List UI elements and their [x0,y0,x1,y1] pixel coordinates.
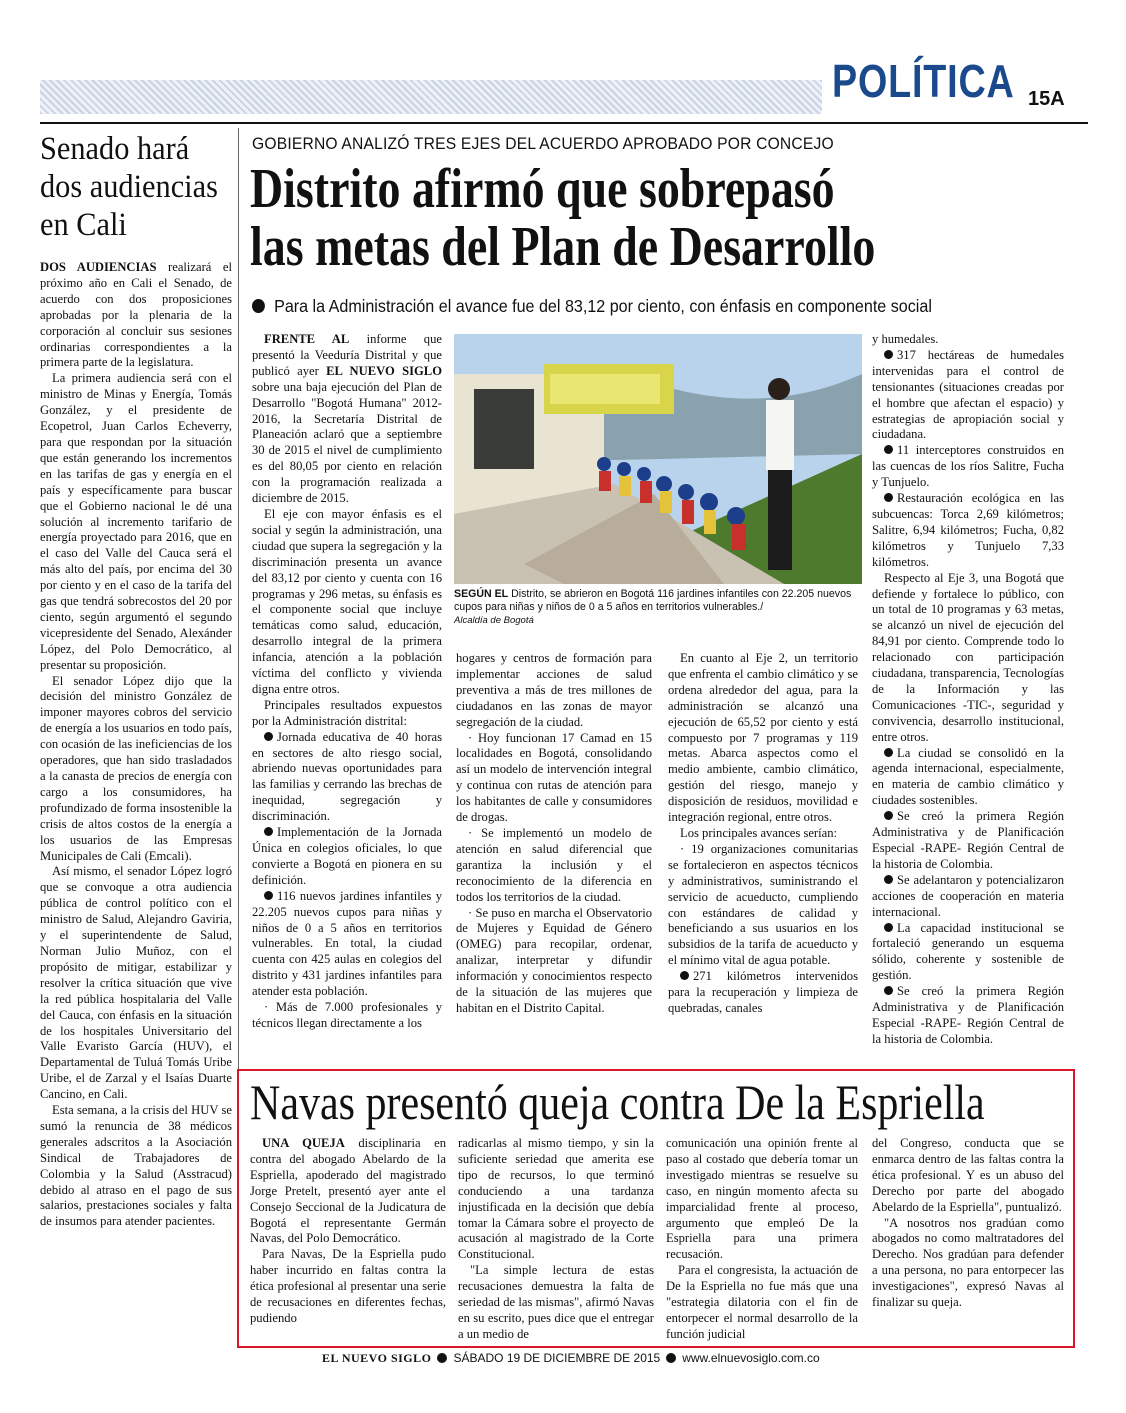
bullet-icon [264,891,273,900]
main-subhead [252,296,932,317]
page-number: 15A [1028,88,1065,110]
main-headline-line: Distrito afirmó que sobrepasó [250,158,835,220]
main-paragraph: En cuanto al Eje 2, un territorio que enfrenta el cambio climático y se ordena alrededor del agua, para la administración se alcanzó una ejecución de 65,52 por ciento y está compuesto por 7 programas y 119 metas. Abarca aspectos como el medio ambiente, cambio climático, gestión del riesgo, manejo y disposición de residuos, movilidad e integración regional, entre otros. [668,651,858,825]
boxed-column-4 [872,1136,1064,1311]
bullet-item: Hoy funcionan 17 Camad en 15 localidades en Bogotá, consolidando así un modelo de intervención integral y continua con rutas de atención para los habitantes de calle y consumidores de drogas. [456,730,652,825]
boxed-paragraph: Para Navas, De la Espriella pudo haber incurrido en faltas contra la ética profesional al presentar una serie de recusaciones en diferentes fechas, pudiendo [250,1247,446,1325]
children-photo-image [454,334,862,584]
bullet-icon [666,1353,676,1363]
sidebar-paragraph: Así mismo, el senador López logró que se convoque a otra audiencia pública de control político con el ministro de Salud, Alejandro Gaviria, y el superintendente de Salud, Norman Julio Muñoz, con el propósito de mitigar, estabilizar y resolver la crítica situación que vive la red pública hospitalaria del Valle del Cauca, con énfasis en la situación de los hospitales Universitario del Valle Evaristo García (HUV), el Departamental de Tuluá Tomás Uribe Uribe, el de Zarzal y el Isaías Duarte Cancino, en Cali. [40,864,232,1102]
boxed-paragraph: radicarlas al mismo tiempo, y sin la suficiente seriedad que amerita ese tipo de recursos, lo que terminó conduciendo a una tardanza injustificada en la decisión que debía tomar la Cámara sobre el proyecto de acusación al magistrado de la Corte Constitucional. [458,1136,654,1262]
kindergarten-photo [454,334,862,584]
bullet-item: Se creó la primera Región Administrativa y de Planificación Especial -RAPE- Región Central de la historia de Colombia. [872,809,1064,871]
header-pattern-band [40,80,822,114]
bullet-icon [264,732,273,741]
section-title: POLÍTICA [832,55,1015,107]
main-paragraph: hogares y centros de formación para implementar acciones de salud preventiva a más de tres millones de ciudadanos en las zonas de mayor segregación de la ciudad. [456,651,652,729]
bullet-icon [680,971,689,980]
sidebar-article [40,130,232,1230]
bullet-icon [884,350,893,359]
bullet-icon [884,445,893,454]
newspaper-name: EL NUEVO SIGLO [326,363,442,378]
boxed-column-3 [666,1136,858,1343]
photo-credit: Alcaldía de Bogotá [454,615,534,626]
bullet-icon [437,1353,447,1363]
boxed-paragraph: comunicación una opinión frente al paso al costado que debería tomar un investigado mientras se resuelve su caso, en ningún momento afecta su imparcialidad frente al proceso, argumento que empleó De la Espriella para una primera recusación. [666,1136,858,1262]
bullet-item: Se puso en marcha el Observatorio de Mujeres y Equidad de Género (OMEG) para recopilar, ordenar, analizar, interpretar y difundir información y conocimientos respecto de la situación de las mujeres que habitan en el Distrito Capital. [456,905,652,1015]
sidebar-paragraph: Esta semana, a la crisis del HUV se sumó la renuncia de 38 médicos generales adscritos a la Asociación Sindical de Trabajadores de Colombia y la Salud (Asstracud) debido al atraso en el pago de sus salarios, prestaciones sociales y falta de insumos para atender pacientes. [40,1103,232,1229]
main-lead: FRENTE AL [264,332,350,346]
bullet-icon [884,811,893,820]
main-paragraph: Principales resultados expuestos por la Administración distrital: [252,697,442,728]
main-paragraph: El eje con mayor énfasis es el social y según la administración, una ciudad que supera la segregación y la discriminación presenta un avance del 83,12 por ciento y cuenta con 16 programas y 296 metas, su énfasis es el componente social que incluye temáticas como salud, educación, desarrollo integral de la primera infancia, atención a la población víctima del conflicto y vivienda digna entre otros. [252,506,442,696]
bullet-item: Se creó la primera Región Administrativa y de Planificación Especial -RAPE- Región Central de la historia de Colombia. [872,984,1064,1046]
main-column-4 [872,332,1064,1048]
caption-lead: SEGÚN EL [454,588,509,600]
page-footer [322,1351,820,1366]
sidebar-paragraph: La primera audiencia será con el ministro de Minas y Energía, Tomás González, y el presidente de Ecopetrol, Juan Carlos Echeverry, para que respondan por la situación que están generando los incrementos en las tarifas de gas y energía en el país y específicamente para buscar que el Gobierno nacional le dé una solución al incremento tarifario de energía proyectado para 2016, que en el caso del Valle del Cauca será el más alto del país, por encima del 30 por ciento y en el caso de la tarifa del gas que tendrá sobrecostos del 20 por ciento, según argumentó el segundo vicepresidente del Senado, Alexánder López, del Polo Democrático, al presentar su proposición. [40,371,232,672]
boxed-paragraph: "A nosotros nos gradúan como abogados no como maltratadores del Derecho. Nos gradúan para defender a una persona, no para entorpecer las investigaciones", expresó Navas al finalizar su queja. [872,1215,1064,1310]
sidebar-paragraph: El senador López dijo que la decisión del ministro González de imponer mayores cobros del servicio de energía a los usuarios en todo país, con ocasión de las ineficiencias de los operadores, que han sido trasladados a la canasta de precios de energía con cargo a los consumidores, ha profundizado de forma insostenible la crisis de altos costos de la energía a los usuarios de las Empresas Municipales de Cali (Emcali). [40,673,232,863]
bullet-icon [884,923,893,932]
newspaper-logo: EL NUEVO SIGLO [322,1351,432,1365]
bullet-item: 116 nuevos jardines infantiles y 22.205 nuevos cupos para niñas y niños de 0 a 5 años en territorios vulnerables. En total, la ciudad cuenta con 425 aulas en colegios del distrito y 431 jardines infantiles para atender esta población. [252,888,442,999]
bullet-icon [884,493,893,502]
bullet-item: Se adelantaron y potencializaron acciones de cooperación en materia internacional. [872,872,1064,919]
main-subhead-text: Para la Administración el avance fue del 83,12 por ciento, con énfasis en componente social [274,296,932,316]
boxed-column-2 [458,1136,654,1343]
bullet-item: 271 kilómetros intervenidos para la recuperación y limpieza de quebradas, canales [668,969,858,1015]
sidebar-paragraph: realizará el próximo año en Cali el Senado, de acuerdo con dos proposiciones aprobadas por la plenaria de la corporación al concluir sus sesiones ordinarias correspondientes a la primera parte de la legislatura. [40,260,232,370]
bullet-item: La ciudad se consolidó en la agenda internacional, especialmente, en materia de cambio climático y ciudades sostenibles. [872,745,1064,808]
main-column-3: En cuanto al Eje 2, un territorio que enfrenta el cambio climático y se ordena alrededor del agua, para la administración se alcanzó una ejecución de 65,52 por ciento y está compuesto por 7 programas y 119 metas. Abarca aspectos como el medio ambiente, cambio climático, gestión del riesgo, manejo y disposición de residuos, movilidad e integración regional, entre otros. Los principales avances serían: · 19 organizaciones comunitarias se fortalecieron en aspectos técnicos y administrativos, suministrando el servicio de acueducto, cumpliendo con estándares de calidad y beneficiando a sus usuarios en los subsidios de la tarifa de acueducto y el mínimo vital de agua potable. 271 kilómetros intervenidos para la recuperación y limpieza de quebradas, canales [668,651,858,1015]
boxed-lead: UNA QUEJA [262,1136,345,1150]
main-kicker: GOBIERNO ANALIZÓ TRES EJES DEL ACUERDO APROBADO POR CONCEJO [252,134,834,153]
photo-caption [454,588,862,627]
main-column-1: FRENTE AL informe que presentó la Veeduría Distrital y que publicó ayer EL NUEVO SIGLO sobre una baja ejecución del Plan de Desarrollo "Bogotá Humana" 2012-2016, la Secretaría Distrital de Planeación aclaró que a septiembre 30 de 2015 el nivel de cumplimiento es del 80,05 por ciento en relación con la programación realizada a diciembre de 2015. El eje con mayor énfasis es el social y según la administración, una ciudad que supera la segregación y la discriminación presenta un avance del 83,12 por ciento y cuenta con 16 programas y 296 metas, su énfasis es el componente social que incluye temáticas como salud, educación, desarrollo integral de la primera infancia, atención a la población víctima del conflicto y vivienda digna entre otros. Principales resultados expuestos por la Administración distrital: Jornada educativa de 40 horas en sectores de alto riesgo social, abriendo nuevas oportunidades para las familias y cerrando las brechas de inequidad, segregación y discriminación. Implementación de la Jornada Única en colegios oficiales, lo que convierte a Bogotá en pionera en su definición. 116 nuevos jardines infantiles y 22.205 nuevos cupos para niñas y niños de 0 a 5 años en territorios vulnerables. En total, la ciudad cuenta con 425 aulas en colegios del distrito y 431 jardines infantiles para atender esta población. · Más de 7.000 profesionales y técnicos llegan directamente a los [252,332,442,1030]
main-headline-line: las metas del Plan de Desarrollo [250,216,876,278]
footer-date: SÁBADO 19 DE DICIEMBRE DE 2015 [453,1351,661,1365]
boxed-paragraph: disciplinaria en contra del abogado Abelardo de la Espriella, apoderado del magistrado Jorge Pretelt, presentó ayer ante el Consejo Seccional de la Judicatura de Bogotá el representante Germán Navas, del Polo Democrático. [250,1136,447,1246]
bullet-icon [264,827,273,836]
main-paragraph: Respecto al Eje 3, una Bogotá que defiende y fortalece lo público, con un total de 10 programas y 63 metas, se alcanzó un nivel de ejecución del 84,91 por ciento. Comprende todo lo relacionado con participación ciudadana, transparencia, Tecnologías de la Información y las Comunicaciones -TIC-, seguridad y convivencia, desarrollo institucional, entre otros. [872,570,1064,744]
bullet-item: Jornada educativa de 40 horas en sectores de alto riesgo social, abriendo nuevas oportunidades para las familias y cerrando las brechas de inequidad, segregación y discriminación. [252,729,442,824]
sidebar-lead: DOS AUDIENCIAS [40,260,157,274]
bullet-item: 11 interceptores construidos en las cuencas de los ríos Salitre, Fucha y Tunjuelo. [872,443,1064,490]
bullet-item: Más de 7.000 profesionales y técnicos llegan directamente a los [252,1000,442,1030]
bullet-icon [884,748,893,757]
bullet-item: 317 hectáreas de humedales intervenidas para el control de tensionantes (situaciones creadas por el hombre que afectan el espacio) y estrategias de apropiación social y ciudadana. [872,347,1064,442]
bullet-item: Restauración ecológica en las subcuencas: Torca 2,69 kilómetros; Salitre, 6,94 kilómetros; Fucha, 0,82 kilómetros y Tunjuelo 7,33 kilómetros. [872,491,1064,569]
boxed-paragraph: del Congreso, conducta que se enmarca dentro de las faltas contra la ética profesional. Y es un abuso del Derecho por parte del abogado Abelardo de la Espriella", puntualizó. [872,1136,1064,1214]
bullet-item: La capacidad institucional se fortaleció generando un esquema sólido, coherente y sostenible de gestión. [872,920,1064,983]
boxed-headline: Navas presentó queja contra De la Espriella [250,1074,985,1130]
boxed-column-1 [250,1136,446,1327]
sidebar-body [40,260,232,1230]
footer-url[interactable]: www.elnuevosiglo.com.co [682,1351,820,1365]
main-paragraph: y humedales. [872,332,939,346]
bullet-item: Se implementó un modelo de atención en salud diferencial que garantiza la inclusión y el reconocimiento de la diferencia en todos los territorios de la ciudad. [456,825,652,904]
main-paragraph: Los principales avances serían: [680,825,838,840]
bullet-icon [884,986,893,995]
boxed-paragraph: "La simple lectura de estas recusaciones demuestra la falta de seriedad de las mismas", afirmó Navas en su escrito, pues dice que el entregar a un medio de [458,1263,654,1341]
bullet-icon [252,299,265,313]
main-paragraph: informe que presentó la Veeduría Distrital y que publicó ayer [252,332,442,378]
header-rule [40,122,1088,124]
main-headline [250,160,875,276]
bullet-icon [884,875,893,884]
main-column-2: hogares y centros de formación para implementar acciones de salud preventiva a más de tres millones de ciudadanos en las zonas de mayor segregación de la ciudad. · Hoy funcionan 17 Camad en 15 localidades en Bogotá, consolidando así un modelo de intervención integral y continua con rutas de atención para los habitantes de calle y consumidores de drogas. · Se implementó un modelo de atención en salud diferencial que garantiza la inclusión y el reconocimiento de la diferencia en todos los territorios de la ciudad. · Se puso en marcha el Observatorio de Mujeres y Equidad de Género (OMEG) para recopilar, ordenar, analizar, interpretar y difundir información y conocimientos respecto de la situación de las mujeres que habitan en el Distrito Capital. [456,651,652,1015]
main-paragraph: sobre una baja ejecución del Plan de Desarrollo "Bogotá Humana" 2012-2016, la Secretaría Distrital de Planeación aclaró que a septiembre 30 de 2015 el nivel de cumplimiento es del 80,05 por ciento en relación con la programación realizada a diciembre de 2015. [252,379,442,506]
caption-text: Distrito, se abrieron en Bogotá 116 jardines infantiles con 22.205 nuevos cupos para niñas y niños de 0 a 5 años en territorios vulnerables./ [454,588,852,613]
bullet-item: Implementación de la Jornada Única en colegios oficiales, lo que convierte a Bogotá en pionera en su definición. [252,825,442,887]
bullet-item: 19 organizaciones comunitarias se fortalecieron en aspectos técnicos y administrativos, suministrando el servicio de acueducto, cumpliendo con estándares de calidad y beneficiando a sus usuarios en los subsidios de la tarifa de acueducto y el mínimo vital de agua potable. [668,841,858,968]
boxed-paragraph: Para el congresista, la actuación de De la Espriella no fue más que una "estrategia dilatoria con el fin de entorpecer el normal desarrollo de la función judicial [666,1263,858,1341]
sidebar-headline: Senado hará dos audiencias en Cali [40,131,218,243]
